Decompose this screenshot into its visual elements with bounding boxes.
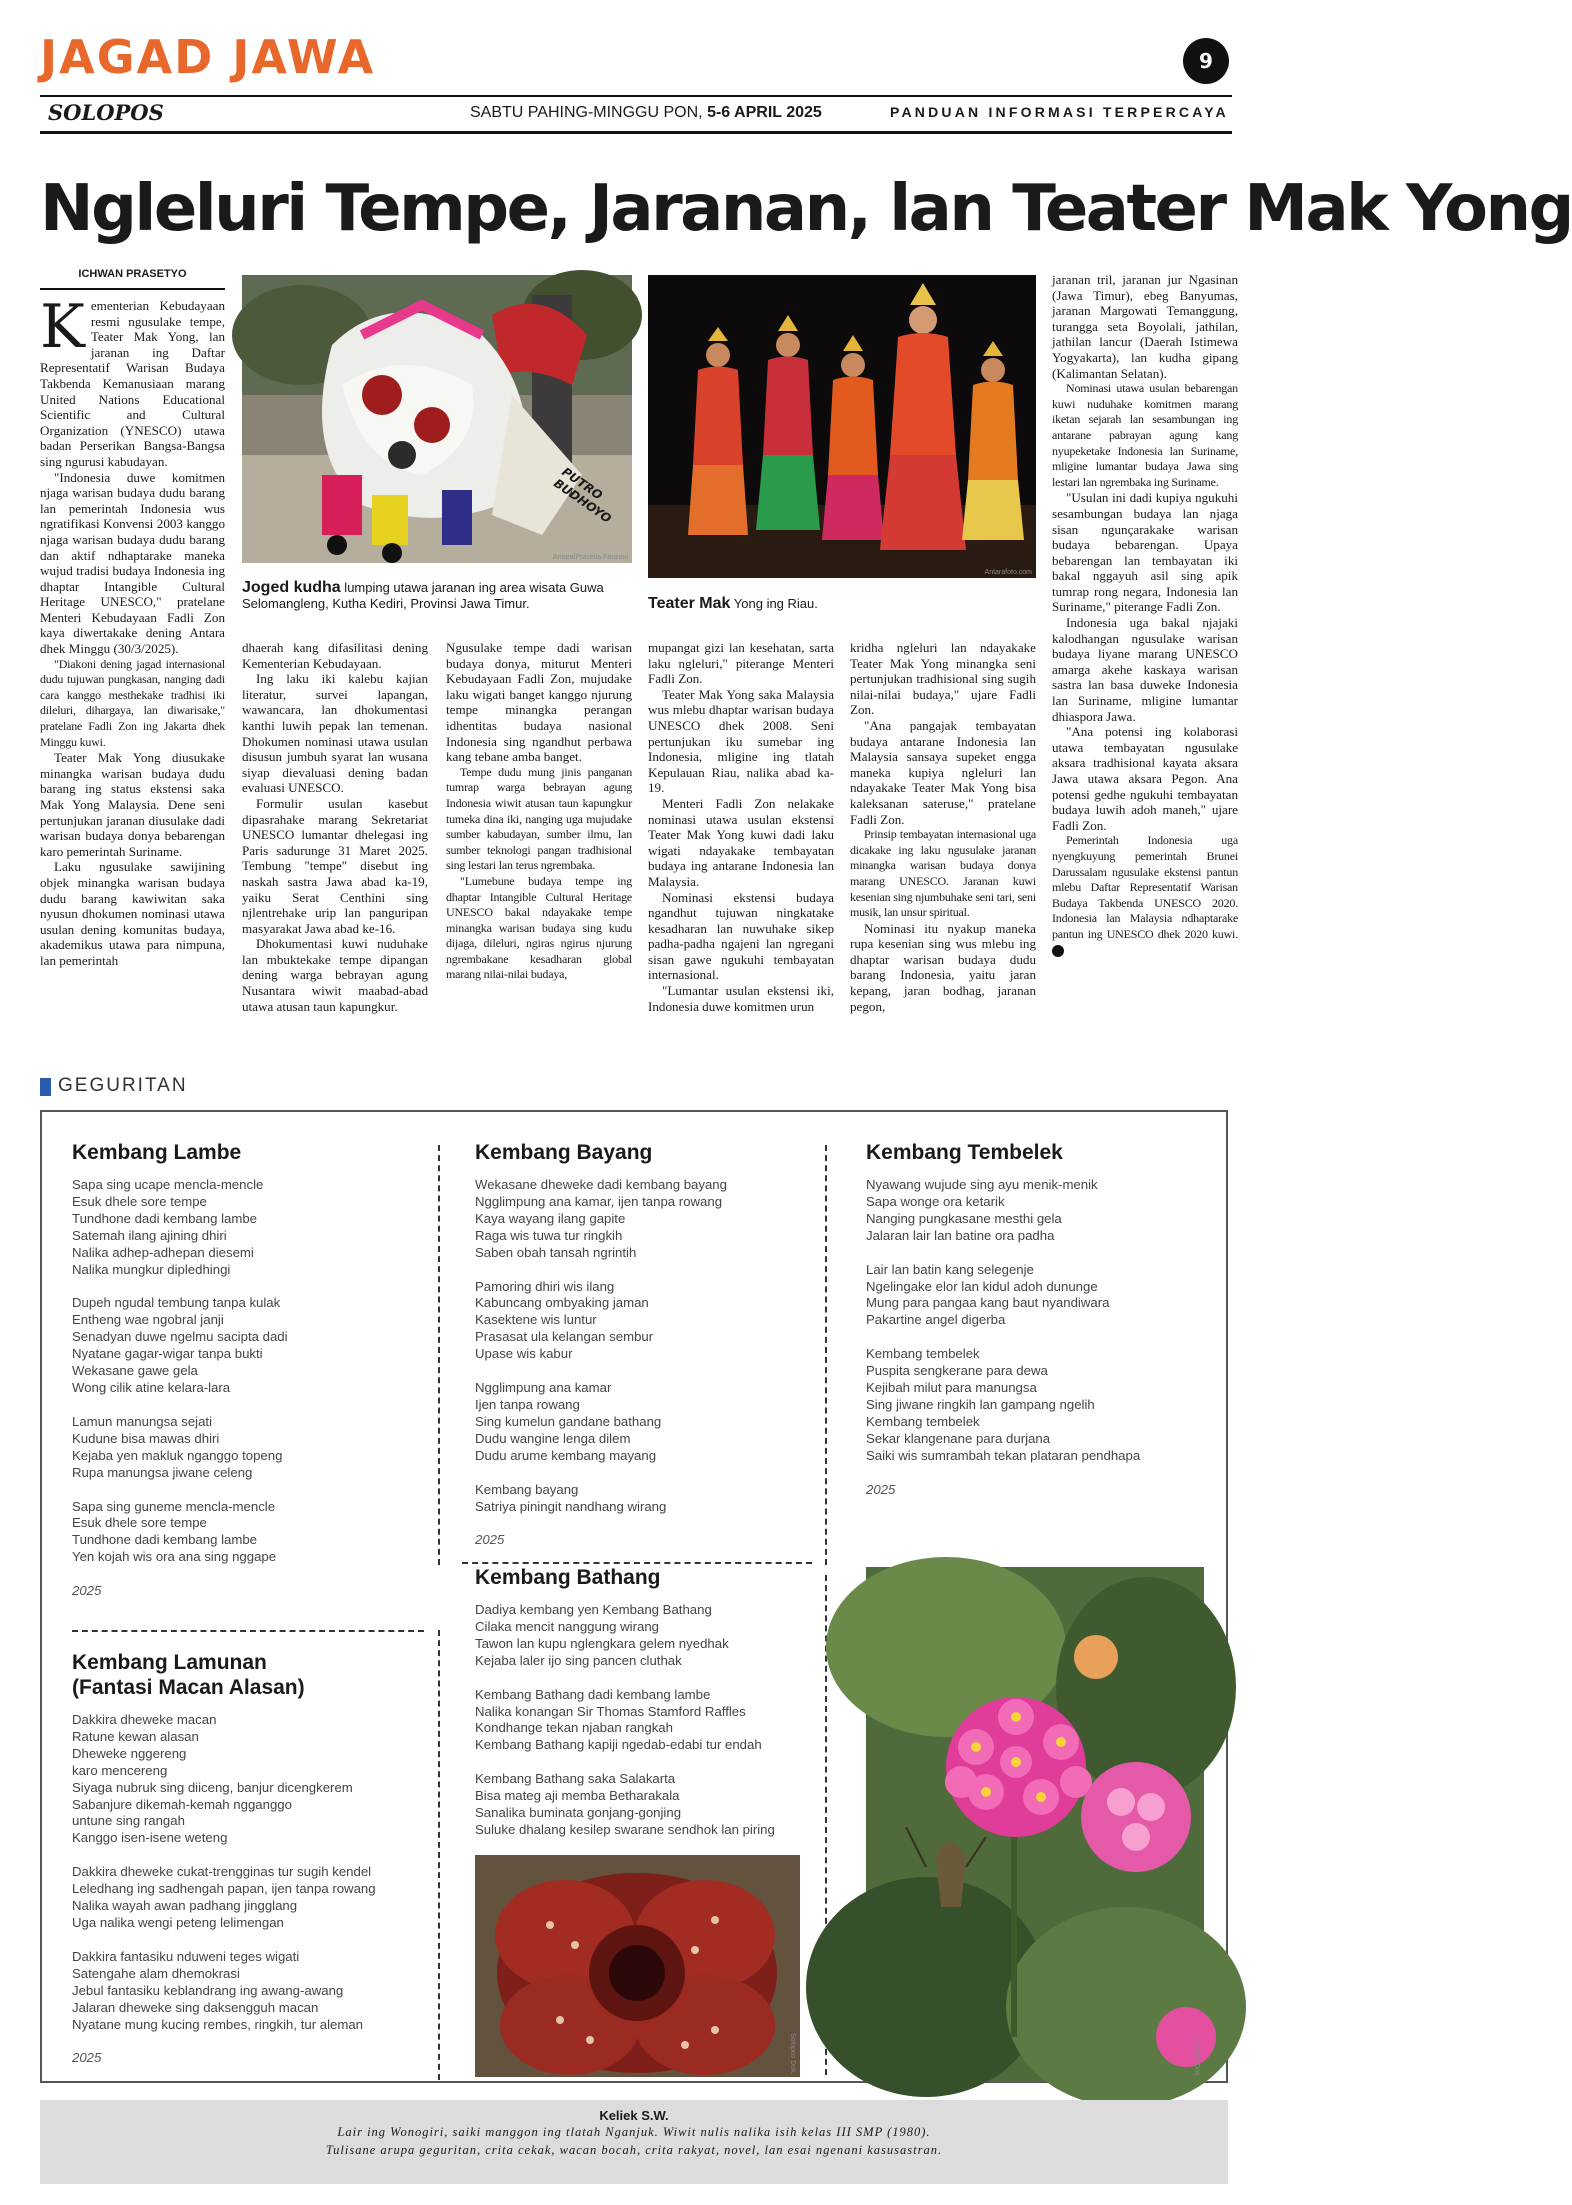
poem-line: Jalaran lair lan batine ora padha bbox=[866, 1227, 1055, 1243]
section-marker bbox=[40, 1078, 51, 1096]
photo-caption bbox=[242, 580, 634, 612]
paragraph: "Lumantar usulan ekstensi iki, Indonesia duwe komitmen urun bbox=[648, 983, 834, 1014]
poem-line: Satriya piningit nandhang wirang bbox=[475, 1498, 667, 1514]
poem-line: Sanalika buminata gonjang-gonjing bbox=[475, 1805, 682, 1821]
poem-line: Lamun manungsa sejati bbox=[72, 1413, 213, 1429]
poem-line: Pamoring dhiri wis ilang bbox=[475, 1278, 615, 1294]
article-column-3 bbox=[446, 640, 632, 983]
author-bio: Tulisane arupa geguritan, crita cekak, wacan bocah, crita rakyat, novel, lan esai ngenani kasusastran. bbox=[325, 2143, 943, 2157]
poem-title: Kembang Tembelek bbox=[866, 1141, 1063, 1164]
poem-line: Nalika wayah awan padhang jingglang bbox=[72, 1898, 298, 1914]
poem-line: Lair lan batin kang selegenje bbox=[866, 1261, 1034, 1277]
poem-title: Kembang Lambe bbox=[72, 1141, 242, 1164]
photo-jaranan bbox=[242, 275, 632, 563]
author-box bbox=[40, 2100, 1228, 2184]
poem bbox=[475, 1565, 820, 1873]
header-rule-bottom bbox=[40, 131, 1232, 134]
section-label: GEGURITAN bbox=[58, 1075, 188, 1096]
stanza bbox=[475, 1602, 820, 1670]
paragraph: "Ana potensi ing kolaborasi utawa tembayatan ngusulake aksara tradhisional kayata aksara Jawa utawa aksara Pegon. Ana potensi gedhe ngukuhi tembayatan budaya luwih adoh maneh," ujare Fadli Zon. bbox=[1052, 724, 1238, 833]
poem-line: Kejibah milut para manungsa bbox=[866, 1380, 1037, 1396]
divider bbox=[438, 1630, 440, 2080]
drop-cap: K bbox=[40, 292, 85, 362]
poem-line: Cilaka mencit nanggung wirang bbox=[475, 1618, 660, 1634]
paragraph: ementerian Kebudayaan resmi ngusulake tempe, Teater Mak Yong, lan jaranan ing Daftar Representatif Warisan Budaya Takbenda Kemanusiaan marang United Nations Educational Scientific and Cultural Organization (YNESCO) utawa badan Perserikan Bangsa-Bangsa sing ngurusi kabudayan. bbox=[40, 298, 225, 469]
date-prefix: SABTU PAHING-MINGGU PON, bbox=[470, 104, 708, 121]
poem-line: Ratune kewan alasan bbox=[72, 1728, 199, 1744]
poem-line: Ijen tanpa rowang bbox=[475, 1396, 580, 1412]
poem-year: 2025 bbox=[72, 1583, 102, 1599]
poem-line: Dupeh ngudal tembung tanpa kulak bbox=[72, 1295, 281, 1311]
paragraph: Nominasi ekstensi budaya ngandhut tujuwan ningkatake kesadharan lan nuwuhake sikep padha-padha ngajeni lan ngregani sisan gawe ngukuhi tembayatan internasional. bbox=[648, 889, 834, 983]
article-column-1 bbox=[40, 292, 225, 969]
poem-line: Tundhone dadi kembang lambe bbox=[72, 1210, 257, 1226]
poem-line: Kembang bayang bbox=[475, 1481, 579, 1497]
paragraph-text: Pemerintah Indonesia uga nyengkuyung pemerintah Brunei Darussalam ngusulake ekstensi pantun mlebu Daftar Representatif Warisan Budaya Takbenda UNESCO 2020. Indonesia lan Malaysia ndhaptarake pantun ing UNESCO dhek 2020 kuwi. bbox=[1052, 833, 1238, 941]
poem-line: Dheweke nggereng bbox=[72, 1745, 187, 1761]
paragraph: "Lumebune budaya tempe ing dhaptar Intangible Cultural Heritage UNESCO bakal ndayakake tempe minangka warisan budaya sing kudu dijaga, dileluri, ngiras ngirus njurung ngrembakane kesadharan global marang nilai-nilai budaya, bbox=[446, 873, 632, 982]
paragraph: Nominasi itu nyakup maneka rupa kesenian sing wus mlebu ing dhaptar warisan budaya dudu barang Indonesia, yaitu jaran kepang, jaran bodhag, jaranan pegon, bbox=[850, 920, 1036, 1014]
poem-line: Satemah ilang ajining dhiri bbox=[72, 1227, 227, 1243]
paragraph: dhaerah kang difasilitasi dening Kementerian Kebudayaan. bbox=[242, 640, 428, 671]
poem-line: Sabanjure dikemah-kemah ngganggo bbox=[72, 1796, 292, 1812]
paragraph: Indonesia uga bakal njajaki kalodhangan ngusulake warisan budaya liyane marang UNESCO amarga akehe kaskaya warisan sastra lan basa duweke Indonesia lan Suriname, mligine lumantar dhiaspora Jawa. bbox=[1052, 615, 1238, 724]
paragraph: jaranan tril, jaranan jur Ngasinan (Jawa Timur), ebeg Banyumas, jaranan Margowati Temanggung, turangga seta Boyolali, jathilan, jathilan lancur (Daerah Istimewa Yogyakarta), lan kudha gipang (Kalimantan Selatan). bbox=[1052, 272, 1238, 381]
poem-line: Saben obah tansah ngrintih bbox=[475, 1244, 637, 1260]
poem-title: Kembang Lamunan (Fantasi Macan Alasan) bbox=[72, 1651, 305, 1699]
poem-line: Nyawang wujude sing ayu menik-menik bbox=[866, 1177, 1098, 1192]
sign-text: PUTRO BUDHOYO bbox=[551, 464, 614, 526]
poem-line: Nyatane gagar-wigar tanpa bukti bbox=[72, 1346, 263, 1362]
poem bbox=[866, 1140, 1221, 1499]
stanza bbox=[72, 1864, 432, 1932]
photo-caption bbox=[648, 596, 1036, 612]
stanza bbox=[866, 1262, 1221, 1330]
poem-line: Saiki wis sumrambah tekan plataran pendhapa bbox=[866, 1447, 1141, 1463]
divider bbox=[825, 1145, 827, 1565]
caption-bold: Teater Mak bbox=[648, 595, 731, 612]
end-mark-icon bbox=[1052, 945, 1064, 957]
poem-year: 2025 bbox=[866, 1481, 896, 1497]
poem-line: Kembang Bathang dadi kembang lambe bbox=[475, 1686, 711, 1702]
poem-line: Kasektene wis luntur bbox=[475, 1312, 597, 1328]
poem-line: Jebul fantasiku keblandrang ing awang-awang bbox=[72, 1982, 344, 1998]
paragraph: "Ana pangajak tembayatan budaya antarane Indonesia lan Malaysia sansaya supeket engga maneka kupiya ngleluri lan ndayakake Teater Mak Yong bisa kaleksanan sateruse," pratelane Fadli Zon. bbox=[850, 717, 1036, 827]
poem-line: Pakartine angel digerba bbox=[866, 1312, 1006, 1328]
stanza bbox=[866, 1177, 1221, 1245]
poem-line: Suluke dhalang kesilep swarane sendhok lan piring bbox=[475, 1821, 775, 1837]
paragraph: Ngusulake tempe dadi warisan budaya donya, miturut Menteri Kebudayaan Fadli Zon, mujudake laku wigati banget kanggo njurung tempe minangka perangan idhentitas budaya nasional Indonesia sing ngandhut perbawa kang tebane amba banget. bbox=[446, 640, 632, 765]
poem-line: Sing jiwane ringkih lan gampang ngelih bbox=[866, 1396, 1095, 1412]
stanza bbox=[475, 1482, 820, 1516]
poem-line: Uga nalika wengi peteng lelimengan bbox=[72, 1914, 284, 1930]
paragraph: mupangat gizi lan kesehatan, sarta laku ngleluri," piterange Menteri Fadli Zon. bbox=[648, 640, 834, 687]
poem-line: Esuk dhele sore tempe bbox=[72, 1193, 207, 1209]
paragraph: "Diakoni dening jagad internasional dudu tujuwan pungkasan, nanging dadi cara kanggo mesthekake tradhisi iki dileluri, dihargaya, lan diwarisake," pratelane Fadli Zon ing Jakarta dhek Minggu kuwi. bbox=[40, 656, 225, 749]
poem-line: Kudune bisa mawas dhiri bbox=[72, 1430, 220, 1446]
paragraph: "Usulan ini dadi kupiya ngukuhi sesambungan budaya lan njaga sisan ngunçarakake warisan budaya bebarengan. Upaya bebarengan lan tembayatan iki bakal nggayuh asil sing apik tumrap rong negara, Indonesia lan Suriname," piterange Fadli Zon. bbox=[1052, 490, 1238, 615]
byline: ICHWAN PRASETYO bbox=[78, 268, 187, 280]
poem-line: Kejaba laler ijo sing pancen cluthak bbox=[475, 1652, 682, 1668]
poem bbox=[72, 1140, 427, 1600]
article-column-6 bbox=[1052, 272, 1238, 958]
poem-line: Dudu wangine lenga dilem bbox=[475, 1430, 631, 1446]
header-rule-top bbox=[40, 95, 1232, 97]
page-number: 9 bbox=[1183, 38, 1229, 84]
poem-line: Bisa mateg aji memba Betharakala bbox=[475, 1788, 680, 1804]
poem-line: Wekasane gawe gela bbox=[72, 1363, 198, 1379]
byline-rule bbox=[40, 288, 225, 290]
poem-line: Satengahe alam dhemokrasi bbox=[72, 1965, 240, 1981]
poem-year: 2025 bbox=[72, 2050, 102, 2066]
poem-line: Sapa sing ucape mencla-mencle bbox=[72, 1177, 264, 1192]
poem-line: Prasasat ula kelangan sembur bbox=[475, 1329, 654, 1345]
stanza bbox=[72, 1414, 427, 1482]
poem-line: Sapa sing guneme mencla-mencle bbox=[72, 1498, 276, 1514]
photo-credit: Antara/Prasetia Fauzani bbox=[552, 554, 628, 561]
page-title: Ngleluri Tempe, Jaranan, lan Teater Mak Yong bbox=[40, 172, 1572, 246]
poem-line: Mung para pangaa kang baut nyandiwara bbox=[866, 1295, 1110, 1311]
poem-line: Puspita sengkerane para dewa bbox=[866, 1363, 1048, 1379]
stanza bbox=[475, 1380, 820, 1465]
poem-line: Kaya wayang ilang gapite bbox=[475, 1210, 626, 1226]
stanza bbox=[72, 1177, 427, 1278]
photo-credit: Solopos Dok. bbox=[1193, 2036, 1200, 2078]
poem-line: Nalika adhep-adhepan diesemi bbox=[72, 1244, 254, 1260]
poem-line: Leledhang ing sadhengah papan, ijen tanpa rowang bbox=[72, 1881, 376, 1897]
poem-line: Kabuncang ombyaking jaman bbox=[475, 1295, 649, 1311]
paragraph: kridha ngleluri lan ndayakake Teater Mak Yong minangka seni pertunjukan tradhisional sing sugih nilai-nilai budaya," ujare Fadli Zon. bbox=[850, 640, 1036, 718]
divider bbox=[462, 1562, 812, 1564]
stanza bbox=[72, 1499, 427, 1567]
poem-line: Tundhone dadi kembang lambe bbox=[72, 1532, 257, 1548]
poem-line: Kembang Bathang saka Salakarta bbox=[475, 1771, 676, 1787]
poem-line: Ngglimpung ana kamar, ijen tanpa rowang bbox=[475, 1193, 723, 1209]
photo-mak-yong bbox=[648, 275, 1036, 578]
dateline bbox=[470, 104, 822, 122]
paragraph: "Indonesia duwe komitmen njaga warisan budaya dudu barang lan pemerintah Indonesia wus ngratifikasi Konvensi 2003 kanggo njaga warisan budaya dudu barang dan aktif ndhaptarake maneka wujud tradisi budaya Indonesia ing dhaptar Intangible Cultural Heritage UNESCO," pratelane Menteri Kebudayaan Fadli Zon kaya diwertakake dening Antara dhek Minggu (30/3/2025). bbox=[40, 469, 225, 657]
photo-credit: Antarafoto.com bbox=[984, 569, 1032, 576]
poem-line: untune sing rangah bbox=[72, 1813, 185, 1829]
paragraph: Prinsip tembayatan internasional uga dicakake ing laku ngusulake jaranan minangka warisan budaya donya marang UNESCO. Jaranan kuwi kesenian sing njumbuhake seni tari, seni musik, lan unsur spiritual. bbox=[850, 827, 1036, 920]
poem-line: Kembang Bathang kapiji ngedab-edabi tur endah bbox=[475, 1737, 762, 1753]
divider bbox=[438, 1145, 440, 1565]
poem-line: karo mencereng bbox=[72, 1762, 168, 1778]
poem-line: Tawon lan kupu nglengkara gelem nyedhak bbox=[475, 1635, 729, 1651]
poem-line: Sing kumelun gandane bathang bbox=[475, 1413, 662, 1429]
poem-line: Ngelingake elor lan kidul adoh dununge bbox=[866, 1278, 1098, 1294]
poem-line: Nalika konangan Sir Thomas Stamford Raffles bbox=[475, 1703, 746, 1719]
poem-line: Dadiya kembang yen Kembang Bathang bbox=[475, 1602, 712, 1617]
article-column-2 bbox=[242, 640, 428, 1014]
poem-line: Kejaba yen makluk nganggo topeng bbox=[72, 1447, 283, 1463]
stanza bbox=[475, 1279, 820, 1364]
section-rubric: JAGAD JAWA bbox=[40, 30, 376, 84]
paragraph: Ing laku iki kalebu kajian literatur, survei lapangan, wawancara, lan dhokumentasi kanthi luwih pepak lan temenan. Dhokumen nominasi utawa usulan disusun jumbuh syarat lan wusana siyap dievaluasi dening badan evaluasi UNESCO. bbox=[242, 671, 428, 796]
poem-line: Sapa wonge ora ketarik bbox=[866, 1193, 1005, 1209]
paragraph bbox=[1052, 833, 1238, 958]
author-bio: Lair ing Wonogiri, saiki manggon ing tlatah Nganjuk. Wiwit nulis nalika isih kelas III SMP (1980). bbox=[337, 2125, 931, 2139]
poem-line: Siyaga nubruk sing diiceng, banjur dicengkerem bbox=[72, 1779, 353, 1795]
poem-line: Dakkira fantasiku nduweni teges wigati bbox=[72, 1948, 300, 1964]
poem-title: Kembang Bayang bbox=[475, 1141, 653, 1164]
poem-line: Rupa manungsa jiwane celeng bbox=[72, 1464, 253, 1480]
paragraph: Tempe dudu mung jinis panganan tumrap warga bebrayan agung Indonesia wiwit atusan taun kapungkur tumeka dina iki, nanging uga mujudake sumber kabudayan, sumber ilmu, lan sumber teknologi pangan tradhisional sing lestari lan terus ngrembaka. bbox=[446, 764, 632, 873]
stanza bbox=[866, 1346, 1221, 1464]
stanza bbox=[475, 1177, 820, 1262]
photo-credit: Solopos Dok. bbox=[789, 2033, 796, 2075]
caption-text: Yong ing Riau. bbox=[730, 596, 818, 611]
stanza bbox=[72, 1949, 432, 2034]
tagline: PANDUAN INFORMASI TERPERCAYA bbox=[890, 104, 1229, 120]
stanza bbox=[475, 1771, 820, 1839]
divider bbox=[72, 1630, 424, 1632]
poem-line: Senadyan duwe ngelmu sacipta dadi bbox=[72, 1329, 288, 1345]
date: 5-6 APRIL 2025 bbox=[707, 104, 822, 121]
poem-title: Kembang Bathang bbox=[475, 1566, 661, 1589]
poem-line: Entheng wae ngobral janji bbox=[72, 1312, 224, 1328]
poem bbox=[72, 1650, 432, 2067]
poem-line: Nyatane mung kucing rembes, ringkih, tur aleman bbox=[72, 2016, 364, 2032]
poem bbox=[475, 1140, 820, 1549]
stanza bbox=[475, 1687, 820, 1755]
paragraph: Dhokumentasi kuwi nuduhake lan mbuktekake tempe dipangan dening warga bebrayan agung Nusantara wiwit maabad-abad utawa atusan taun kapungkur. bbox=[242, 936, 428, 1014]
poem-line: Sekar klangenane para durjana bbox=[866, 1430, 1051, 1446]
caption-bold: Joged kudha bbox=[242, 579, 341, 596]
poem-line: Nalika mungkur dipledhingi bbox=[72, 1261, 231, 1277]
poem-line: Kondhange tekan njaban rangkah bbox=[475, 1720, 673, 1736]
paragraph: Menteri Fadli Zon nelakake nominasi utawa usulan ekstensi Teater Mak Yong kuwi dadi laku wigati ndayakake tembayatan budaya ing antarane Indonesia lan Malaysia. bbox=[648, 795, 834, 889]
poem-line: Kembang tembelek bbox=[866, 1413, 980, 1429]
paragraph: Formulir usulan kasebut dipasrahake marang Sekretariat UNESCO lumantar dhelegasi ing Paris sadurunge 31 Maret 2025. Tembung "tempe" disebut ing naskah sastra Jawa abad ka-19, yaiku Serat Centhini sing njlentrehake urip lan panguripan masyarakat Jawa abad ke-16. bbox=[242, 795, 428, 936]
stanza bbox=[72, 1712, 432, 1847]
caption-text: lumping utawa jaranan ing area wisata Guwa Selomangleng, Kutha Kediri, Provinsi Jawa Timur. bbox=[242, 580, 604, 611]
poem-line: Ngglimpung ana kamar bbox=[475, 1380, 612, 1396]
paragraph: Teater Mak Yong diusukake minangka warisan budaya dudu barang ing status ekstensi saka Mak Yong Malaysia. Dene seni pertunjukan jaranan diusulake dadi warisan budaya donya bebarengan karo pemerintah Suriname. bbox=[40, 750, 225, 859]
poem-line: Dudu arume kembang mayang bbox=[475, 1447, 657, 1463]
stanza bbox=[72, 1295, 427, 1396]
poem-line: Kembang tembelek bbox=[866, 1346, 980, 1362]
article-column-4 bbox=[648, 640, 834, 1014]
paragraph: Teater Mak Yong saka Malaysia wus mlebu dhaptar warisan budaya UNESCO dhek 2008. Seni pertunjukan iku sumebar ing Indonesia, mligine ing tlatah Kepulauan Riau, nalika abad ka-19. bbox=[648, 686, 834, 796]
author-name: Keliek S.W. bbox=[599, 2108, 669, 2123]
poem-line: Upase wis kabur bbox=[475, 1346, 573, 1362]
newspaper-logo: SOLOPOS bbox=[48, 100, 164, 125]
photo-lantana bbox=[866, 1567, 1204, 2082]
poem-line: Wekasane dheweke dadi kembang bayang bbox=[475, 1177, 727, 1192]
poem-line: Wong cilik atine kelara-lara bbox=[72, 1379, 231, 1395]
poem-line: Kanggo isen-isene weteng bbox=[72, 1830, 228, 1846]
poem-line: Yen kojah wis ora ana sing nggape bbox=[72, 1549, 277, 1565]
poem-line: Jalaran dheweke sing daksengguh macan bbox=[72, 1999, 319, 2015]
poem-line: Dakkira dheweke macan bbox=[72, 1712, 217, 1727]
paragraph: Laku ngusulake sawijining objek minangka warisan budaya dudu barang kawiwitan saka nyusun dhokumen nominasi utawa usulan dening komunitas budaya, akademikus utawa para nimpuna, lan pemerintah bbox=[40, 859, 225, 968]
poem-line: Nanging pungkasane mesthi gela bbox=[866, 1210, 1062, 1226]
paragraph: Nominasi utawa usulan bebarengan kuwi nuduhake komitmen marang iketan sejarah lan sesambungan ing antarane pabrayan agung kang nyupeketake Indonesia lan Suriname, mligine lumantar budaya Jawa sing lestari lan ngrembaka ing Suriname. bbox=[1052, 381, 1238, 489]
poem-line: Dakkira dheweke cukat-trengginas tur sugih kendel bbox=[72, 1864, 372, 1880]
poem-year: 2025 bbox=[475, 1532, 505, 1548]
poem-line: Raga wis tuwa tur ringkih bbox=[475, 1227, 623, 1243]
article-column-5 bbox=[850, 640, 1036, 1014]
photo-rafflesia bbox=[475, 1855, 800, 2077]
poem-line: Esuk dhele sore tempe bbox=[72, 1515, 207, 1531]
